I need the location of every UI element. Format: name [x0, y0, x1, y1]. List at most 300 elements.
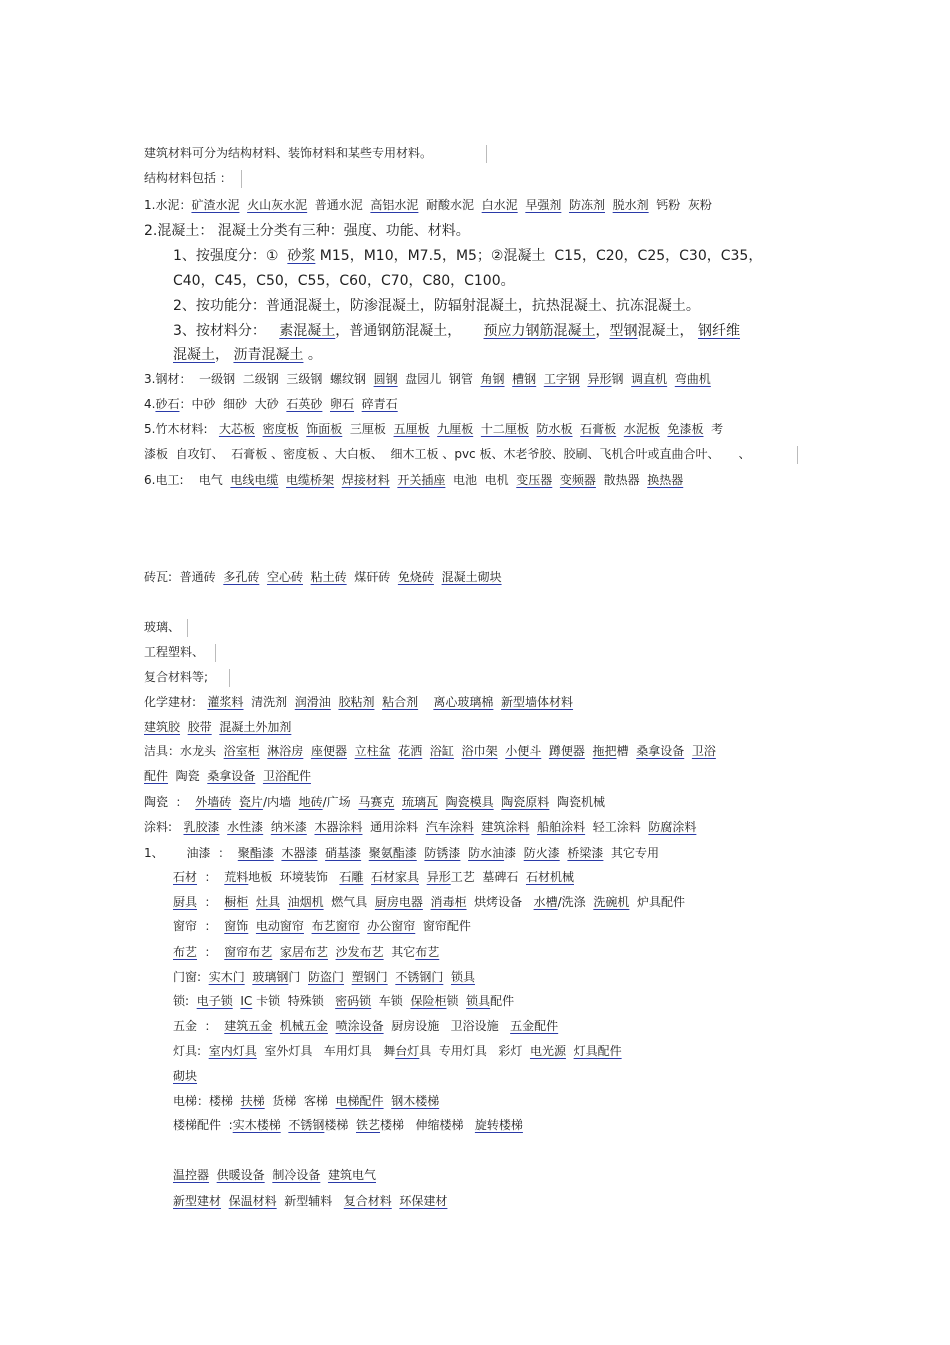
underlined-term[interactable]: 火山灰水泥 [247, 198, 308, 212]
text-segment: 。 [303, 347, 322, 363]
underlined-term[interactable]: 换热器 [647, 473, 684, 487]
text-segment [303, 743, 311, 759]
text-segment [265, 1167, 273, 1183]
underlined-term[interactable]: 厨房电器 [374, 895, 423, 909]
text-line [144, 145, 432, 161]
margin-tick [241, 170, 242, 188]
underlined-term[interactable]: 新型墙体材料 [501, 695, 574, 709]
text-segment [580, 371, 588, 387]
underlined-term[interactable]: 槽钢 [512, 372, 537, 386]
text-segment [374, 694, 382, 710]
text-segment [660, 421, 668, 437]
text-segment [280, 894, 288, 910]
underlined-term[interactable]: 粘土砖 [310, 570, 347, 584]
underlined-term[interactable]: 配件 [144, 769, 169, 783]
underlined-term[interactable]: 窗饰 [224, 919, 249, 933]
underlined-term[interactable]: 琉璃瓦 [401, 795, 438, 809]
text-segment: 轻工涂料 [585, 820, 649, 834]
text-segment: 工艺 墓碑石 [450, 870, 526, 884]
text-segment [667, 371, 675, 387]
underlined-term[interactable]: 水槽 [533, 895, 558, 909]
text-segment [518, 197, 526, 213]
text-segment [317, 845, 325, 861]
text-segment: C40，C45，C50，C55，C60，C70，C80，C100。 [173, 273, 515, 289]
underlined-term[interactable]: 多孔砖 [223, 570, 260, 584]
text-segment [494, 794, 502, 810]
text-line [173, 272, 515, 290]
text-segment: 燃气具 [323, 895, 375, 909]
underlined-term[interactable]: 窗帘布艺 [224, 945, 273, 959]
text-segment [328, 944, 336, 960]
text-line [173, 1193, 447, 1209]
underlined-term[interactable]: 陶瓷原料 [501, 795, 550, 809]
underlined-term[interactable]: 异形 [426, 870, 451, 884]
underlined-term[interactable]: 石材 [173, 870, 198, 884]
underlined-term[interactable]: 离心玻璃棉 [433, 695, 494, 709]
underlined-term[interactable]: 建筑电气 [327, 1168, 376, 1182]
underlined-term[interactable]: 变频器 [559, 473, 596, 487]
underlined-term[interactable]: 饰面板 [306, 422, 343, 436]
underlined-term[interactable]: 钢纤维 [697, 323, 740, 339]
text-line [144, 421, 723, 437]
underlined-term[interactable]: 石膏板 [580, 422, 617, 436]
text-segment: /内墙 [262, 795, 299, 809]
text-segment: 洁具：水龙头 [144, 744, 224, 758]
underlined-term[interactable]: 荒料 [224, 870, 249, 884]
underlined-term[interactable]: 浴室柜 [223, 744, 260, 758]
text-line [144, 170, 232, 186]
underlined-term[interactable]: 变压器 [516, 473, 553, 487]
text-line [144, 446, 751, 462]
text-segment: 3.钢材： 一级钢 二级钢 三级钢 螺纹钢 [144, 372, 374, 386]
text-segment: 漆板 自攻钉、 石膏板 、密度板 、大白板、 细木工板 、pvc 板、木老爷胶、胶刷、飞机合叶或直曲合叶、 、 [144, 447, 751, 461]
text-segment [418, 694, 433, 710]
underlined-term[interactable]: 乳胶漆 [183, 820, 220, 834]
text-segment: 锁: [173, 994, 197, 1008]
text-segment [304, 918, 312, 934]
underlined-term[interactable]: 灯具配件 [573, 1044, 622, 1058]
underlined-term[interactable]: 电子锁 [196, 994, 233, 1008]
text-segment [221, 1193, 229, 1209]
text-line [144, 694, 573, 710]
underlined-term[interactable]: 喷涂设备 [335, 1019, 384, 1033]
underlined-term[interactable]: 防水油 [468, 846, 505, 860]
text-segment: 门 [288, 970, 308, 984]
text-segment [259, 569, 267, 585]
underlined-term[interactable]: 木器漆 [281, 846, 318, 860]
underlined-term[interactable]: 布艺窗帘 [311, 919, 360, 933]
text-segment: 玻璃、 [144, 620, 181, 634]
underlined-term[interactable]: 玻璃钢 [252, 970, 289, 984]
underlined-term[interactable]: 碎青石 [361, 397, 398, 411]
text-line [173, 297, 700, 315]
underlined-term[interactable]: 石材家具 [371, 870, 420, 884]
underlined-term[interactable]: 座便器 [310, 744, 347, 758]
underlined-term[interactable]: 混凝土 [173, 347, 215, 363]
underlined-term[interactable]: 制冷设备 [272, 1168, 321, 1182]
text-segment [438, 794, 446, 810]
text-segment [552, 472, 560, 488]
underlined-term[interactable]: 办公窗帘 [367, 919, 416, 933]
underlined-term[interactable]: 砌块 [173, 1069, 198, 1083]
underlined-term[interactable]: 新型建材 [173, 1194, 222, 1208]
underlined-term[interactable]: 异形 [587, 372, 612, 386]
text-segment [493, 694, 501, 710]
text-segment [434, 569, 442, 585]
text-segment [260, 743, 268, 759]
underlined-term[interactable]: 桑拿设备 [207, 769, 256, 783]
text-segment: 煤矸砖 [346, 570, 398, 584]
text-line [173, 993, 514, 1009]
text-segment: ： [197, 870, 225, 884]
underlined-term[interactable]: 灌浆料 [207, 695, 244, 709]
underlined-term[interactable]: 消毒柜 [430, 895, 467, 909]
text-segment [585, 743, 593, 759]
text-segment: 普通水泥 [307, 198, 371, 212]
underlined-term[interactable]: 石雕 [339, 870, 364, 884]
text-segment: 6.电工: 电气 [144, 473, 231, 487]
text-segment [505, 371, 513, 387]
underlined-term[interactable]: 陶瓷模具 [445, 795, 494, 809]
underlined-term[interactable]: 家居布艺 [279, 945, 328, 959]
underlined-term[interactable]: 胶粘剂 [338, 695, 375, 709]
underlined-term[interactable]: 九厘板 [437, 422, 474, 436]
text-segment: 其它专用 [603, 846, 660, 860]
text-line [173, 1043, 622, 1059]
underlined-term[interactable]: 密码锁 [335, 994, 372, 1008]
text-line [173, 918, 471, 934]
text-line [144, 222, 470, 240]
text-line [144, 794, 605, 810]
text-line [144, 472, 683, 488]
underlined-term[interactable]: 润滑油 [294, 695, 331, 709]
underlined-term[interactable]: 石材机械 [525, 870, 574, 884]
underlined-term[interactable]: 供暖设备 [216, 1168, 265, 1182]
underlined-term[interactable]: 淋浴房 [267, 744, 304, 758]
underlined-term[interactable]: 十二厘板 [480, 422, 529, 436]
text-segment: 1、按强度分：① [173, 248, 288, 264]
text-segment [263, 819, 271, 835]
text-line [173, 322, 740, 340]
underlined-term[interactable]: 型钢 [609, 323, 638, 339]
text-line [173, 1117, 523, 1133]
text-segment [248, 894, 256, 910]
text-segment: 五金 ： [173, 1019, 225, 1033]
underlined-term[interactable]: 五厘板 [393, 422, 430, 436]
text-segment: 钢 [611, 372, 632, 386]
text-segment: 灯具: [173, 1044, 209, 1058]
text-segment [536, 371, 544, 387]
text-segment: 电梯：楼梯 [173, 1094, 241, 1108]
text-segment: 货梯 客梯 [264, 1094, 336, 1108]
underlined-term[interactable]: 建筑胶 [144, 720, 181, 734]
text-line [144, 719, 291, 735]
text-segment: 结构材料包括 ： [144, 171, 232, 185]
underlined-term[interactable]: 防锈漆 [424, 846, 461, 860]
underlined-term[interactable]: 防水板 [536, 422, 573, 436]
underlined-term[interactable]: 密度板 [262, 422, 299, 436]
text-segment: 复合材料等; [144, 670, 209, 684]
text-segment [498, 743, 506, 759]
underlined-term[interactable]: 纳米漆 [270, 820, 307, 834]
underlined-term[interactable]: 小便斗 [505, 744, 542, 758]
underlined-term[interactable]: 锁具 [450, 970, 475, 984]
text-segment [272, 944, 280, 960]
underlined-term[interactable]: 地砖 [298, 795, 323, 809]
underlined-term[interactable]: 石英砂 [286, 397, 323, 411]
text-segment [430, 421, 438, 437]
underlined-term[interactable]: 浴缸 [429, 744, 454, 758]
underlined-term[interactable]: 电梯配件 [335, 1094, 384, 1108]
text-segment: 锁 [446, 994, 467, 1008]
text-line [144, 197, 712, 213]
underlined-term[interactable]: 不锈钢门 [395, 970, 444, 984]
underlined-term[interactable]: 机械五金 [279, 1019, 328, 1033]
underlined-term[interactable]: 空心砖 [266, 570, 303, 584]
underlined-term[interactable]: 防盗门 [308, 970, 345, 984]
text-segment [274, 845, 282, 861]
underlined-term[interactable]: 电缆桥架 [286, 473, 335, 487]
text-segment: 陶瓷机械 [549, 795, 605, 809]
underlined-term[interactable]: 实木楼梯 [232, 1118, 281, 1132]
underlined-term[interactable]: 布艺 [173, 945, 198, 959]
text-segment: ，普通钢筋混凝土， [335, 323, 484, 339]
underlined-term[interactable]: 蹲便器 [548, 744, 585, 758]
underlined-term[interactable]: 开关插座 [397, 473, 446, 487]
underlined-term[interactable]: 瓷片 [238, 795, 263, 809]
underlined-term[interactable]: 花洒 [398, 744, 423, 758]
underlined-term[interactable]: 聚酯漆 [237, 846, 274, 860]
underlined-term[interactable]: 立柱盆 [354, 744, 391, 758]
underlined-term[interactable]: 实木门 [208, 970, 245, 984]
underlined-term[interactable]: 脱水剂 [612, 198, 649, 212]
underlined-term[interactable]: 保险柜 [410, 994, 447, 1008]
text-segment: 5.竹木材料: [144, 422, 219, 436]
text-segment [347, 743, 355, 759]
text-segment [561, 197, 569, 213]
text-segment: 化学建材: [144, 695, 208, 709]
underlined-term[interactable]: 温控器 [173, 1168, 210, 1182]
text-segment [566, 1043, 574, 1059]
text-segment: 三厘板 [342, 422, 394, 436]
underlined-term[interactable]: 沥青混凝土 [233, 347, 304, 363]
underlined-term[interactable]: 聚氨酯漆 [368, 846, 417, 860]
text-segment: 4. [144, 397, 156, 411]
text-segment [616, 421, 624, 437]
text-line [144, 396, 398, 412]
underlined-term[interactable]: 矿渣水泥 [191, 198, 240, 212]
underlined-term[interactable]: 布艺 [415, 945, 440, 959]
underlined-term[interactable]: 旋转楼梯 [474, 1118, 523, 1132]
underlined-term[interactable]: 高铝水泥 [370, 198, 419, 212]
underlined-term[interactable]: 灶具 [255, 895, 280, 909]
underlined-term[interactable]: 免烧砖 [397, 570, 434, 584]
text-segment: 窗帘配件 [415, 919, 471, 933]
underlined-term[interactable]: 电动窗帘 [255, 919, 304, 933]
underlined-term[interactable]: 保温材料 [228, 1194, 277, 1208]
underlined-term[interactable]: 水性漆 [227, 820, 264, 834]
underlined-term[interactable]: 复合材料 [343, 1194, 392, 1208]
underlined-term[interactable]: 船舶涂料 [537, 820, 586, 834]
text-segment: 考 [703, 422, 724, 436]
text-segment [390, 472, 398, 488]
underlined-term[interactable]: 沙发布艺 [335, 945, 384, 959]
underlined-term[interactable]: 防冻剂 [568, 198, 605, 212]
text-segment: 卡锁 特殊锁 [252, 994, 336, 1008]
underlined-term[interactable]: 马赛克 [358, 795, 395, 809]
text-segment [354, 396, 362, 412]
text-segment [388, 969, 396, 985]
underlined-term[interactable]: 木器涂料 [314, 820, 363, 834]
text-segment [272, 1018, 280, 1034]
underlined-term[interactable]: 角钢 [480, 372, 505, 386]
underlined-term[interactable]: 素混凝土 [279, 323, 336, 339]
text-segment: ： [197, 895, 225, 909]
underlined-term[interactable]: 室内灯具 [208, 1044, 257, 1058]
underlined-term[interactable]: 弯曲机 [674, 372, 711, 386]
text-segment [684, 743, 692, 759]
text-segment: 1、 油漆 ： [144, 846, 238, 860]
underlined-term[interactable]: 建筑涂料 [481, 820, 530, 834]
text-line [173, 969, 475, 985]
underlined-term[interactable]: 粘合剂 [382, 695, 419, 709]
text-line [144, 743, 716, 759]
underlined-term[interactable]: 汽车涂料 [425, 820, 474, 834]
underlined-term[interactable]: 预应力钢筋混凝土 [483, 323, 596, 339]
underlined-term[interactable]: 油烟机 [287, 895, 324, 909]
underlined-term[interactable]: 砂浆 [287, 248, 316, 264]
text-segment [303, 569, 311, 585]
text-segment: 2、按功能分：普通混凝土，防渗混凝土，防辐射混凝土，抗热混凝土、抗冻混凝土。 [173, 298, 700, 314]
margin-tick [215, 644, 216, 662]
underlined-term[interactable]: 电光源 [529, 1044, 566, 1058]
underlined-term[interactable]: 钢木楼梯 [391, 1094, 440, 1108]
text-segment: ， [215, 347, 234, 363]
underlined-term[interactable]: 厨具 [173, 895, 198, 909]
text-segment: 具 专用灯具 彩灯 [419, 1044, 530, 1058]
underlined-term[interactable]: 混凝土砌块 [441, 570, 502, 584]
underlined-term[interactable]: 洗碗机 [593, 895, 630, 909]
text-segment [248, 918, 256, 934]
text-segment: ： [197, 945, 225, 959]
text-segment: 2.混凝土： 混凝土分类有三种：强度、功能、材料。 [144, 223, 470, 239]
text-segment: 砖瓦: 普通砖 [144, 570, 224, 584]
underlined-term[interactable]: 卫浴 [691, 744, 716, 758]
underlined-term[interactable]: 卵石 [330, 397, 355, 411]
text-segment [344, 969, 352, 985]
underlined-term[interactable]: 不锈钢 [288, 1118, 325, 1132]
underlined-term[interactable]: 建筑五金 [224, 1019, 273, 1033]
underlined-term[interactable]: 圆钢 [373, 372, 398, 386]
text-segment: 陶瓷 ： [144, 795, 196, 809]
underlined-term[interactable]: 大芯板 [218, 422, 255, 436]
underlined-term[interactable]: 环保建材 [399, 1194, 448, 1208]
text-segment [360, 918, 368, 934]
text-segment: 混凝土， [637, 323, 698, 339]
text-segment [331, 694, 339, 710]
underlined-term[interactable]: 硝基漆 [325, 846, 362, 860]
underlined-term[interactable]: 卫浴配件 [262, 769, 311, 783]
text-segment [334, 472, 342, 488]
underlined-term[interactable]: 调直机 [631, 372, 668, 386]
text-segment [422, 743, 430, 759]
text-segment [239, 197, 247, 213]
text-segment [417, 845, 425, 861]
text-segment [384, 1093, 392, 1109]
underlined-term[interactable]: IC [240, 994, 253, 1008]
text-segment [363, 869, 371, 885]
underlined-term[interactable]: 砂石 [155, 397, 180, 411]
text-segment: 建筑材料可分为结构材料、装饰材料和某些专用材料。 [144, 146, 433, 160]
text-segment [245, 969, 253, 985]
text-line [144, 845, 659, 861]
text-line [173, 1018, 558, 1034]
text-segment [392, 1193, 400, 1209]
text-line [144, 819, 696, 835]
text-segment [255, 421, 263, 437]
underlined-term[interactable]: 焊接材料 [341, 473, 390, 487]
underlined-term[interactable]: 外墙砖 [195, 795, 232, 809]
text-segment: 清洗剂 [243, 695, 295, 709]
text-segment: 其它 [383, 945, 416, 959]
text-segment: 窗帘 ： [173, 919, 225, 933]
underlined-term[interactable]: 免漆板 [667, 422, 704, 436]
underlined-term[interactable]: 早强剂 [525, 198, 562, 212]
text-segment: 楼梯 伸缩楼梯 [380, 1118, 475, 1132]
text-line [144, 569, 502, 585]
underlined-term[interactable]: 电线电缆 [230, 473, 279, 487]
underlined-term[interactable]: 防火漆 [523, 846, 560, 860]
underlined-term[interactable]: 桥梁漆 [567, 846, 604, 860]
text-segment: ：中砂 细砂 大砂 [179, 397, 287, 411]
underlined-term[interactable]: 浴巾架 [461, 744, 498, 758]
text-segment: 室外灯具 车用灯具 舞 [256, 1044, 396, 1058]
underlined-term[interactable]: 胶带 [187, 720, 212, 734]
underlined-term[interactable]: 工字钢 [543, 372, 580, 386]
underlined-term[interactable]: 桑拿设备 [636, 744, 685, 758]
text-line [144, 371, 711, 387]
text-segment: M15，M10，M7.5，M5；②混凝土 C15，C20，C25，C30，C35， [315, 248, 763, 264]
text-segment [419, 869, 427, 885]
underlined-term[interactable]: 混凝土外加剂 [219, 720, 292, 734]
text-segment [255, 768, 263, 784]
text-segment [320, 1167, 328, 1183]
text-segment [328, 1018, 336, 1034]
text-segment: /广场 [322, 795, 359, 809]
underlined-term[interactable]: 扶梯 [240, 1094, 265, 1108]
underlined-term[interactable]: 白水泥 [481, 198, 518, 212]
underlined-term[interactable]: 塑钢门 [351, 970, 388, 984]
text-segment [473, 421, 481, 437]
text-segment: ， [595, 323, 610, 339]
text-segment [443, 969, 451, 985]
text-segment [541, 743, 549, 759]
margin-tick [229, 669, 230, 687]
underlined-term[interactable]: 锁具 [466, 994, 491, 1008]
underlined-term[interactable]: 防腐涂料 [648, 820, 697, 834]
underlined-term[interactable]: 橱柜 [224, 895, 249, 909]
underlined-term[interactable]: 水泥板 [623, 422, 660, 436]
underlined-term[interactable]: 五金配件 [510, 1019, 559, 1033]
underlined-term[interactable]: 拖把 [592, 744, 617, 758]
text-segment [299, 421, 307, 437]
margin-tick [486, 145, 487, 163]
underlined-term[interactable]: 台灯 [395, 1044, 420, 1058]
underlined-term[interactable]: 铁艺 [356, 1118, 381, 1132]
text-line [144, 669, 208, 685]
text-line [173, 894, 685, 910]
text-segment: 耐酸水泥 [418, 198, 482, 212]
